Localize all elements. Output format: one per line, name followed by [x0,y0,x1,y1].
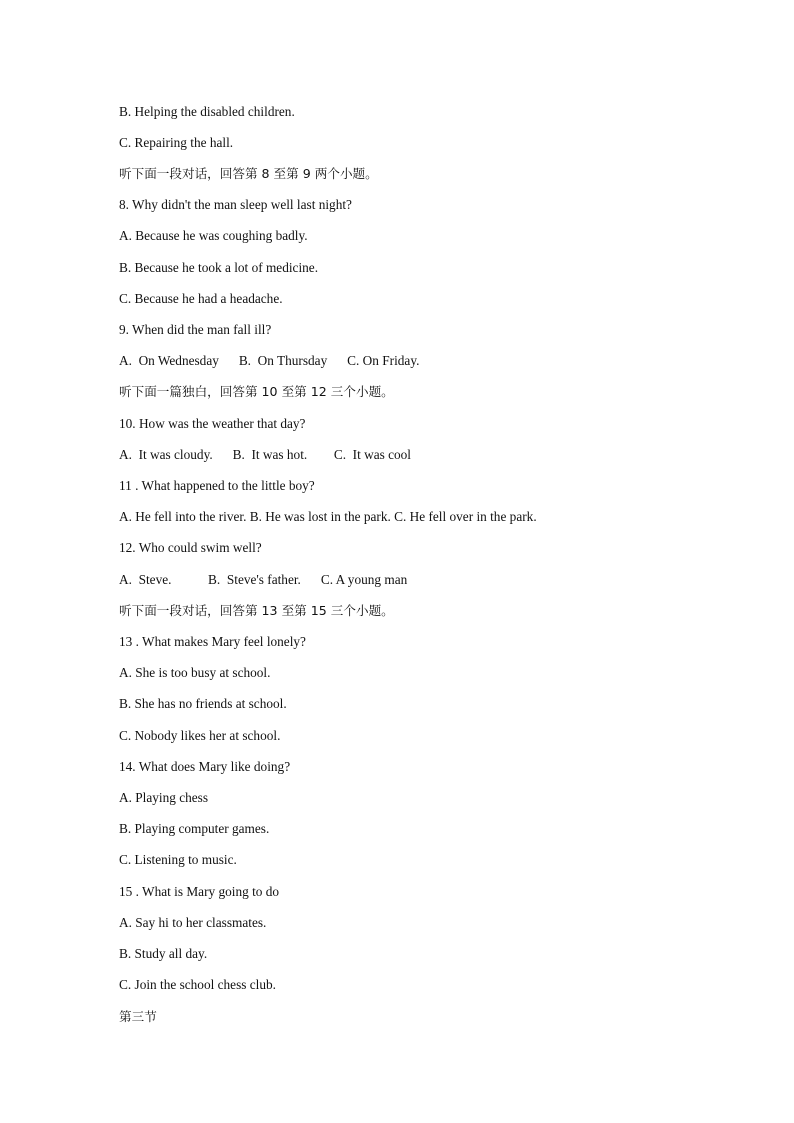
question-10-options: A. It was cloudy. B. It was hot. C. It was cool [119,447,412,462]
question-12-options: A. Steve. B. Steve's father. C. A young man [119,572,408,587]
question-12: 12. Who could swim well? [119,540,262,555]
question-8-option-a: A. Because he was coughing badly. [119,228,308,243]
question-13-option-c: C. Nobody likes her at school. [119,728,281,743]
question-14-option-a: A. Playing chess [119,790,209,805]
question-11-options: A. He fell into the river. B. He was lost in the park. C. He fell over in the park. [119,509,537,524]
section-heading-part-three: 第三节 [119,1009,157,1024]
question-15: 15 . What is Mary going to do [119,884,280,899]
question-15-option-a: A. Say hi to her classmates. [119,915,267,930]
section-instruction-10-12: 听下面一篇独白，回答第 10 至第 12 三个小题。 [119,384,394,399]
option-c-repairing-hall: C. Repairing the hall. [119,135,234,150]
section-instruction-13-15: 听下面一段对话，回答第 13 至第 15 三个小题。 [119,603,394,618]
question-13-option-a: A. She is too busy at school. [119,665,271,680]
question-10: 10. How was the weather that day? [119,416,306,431]
question-8: 8. Why didn't the man sleep well last night? [119,197,352,212]
question-14-option-b: B. Playing computer games. [119,821,270,836]
question-13-option-b: B. She has no friends at school. [119,696,287,711]
option-b-helping-disabled: B. Helping the disabled children. [119,104,295,119]
question-8-option-b: B. Because he took a lot of medicine. [119,260,319,275]
question-9: 9. When did the man fall ill? [119,322,272,337]
question-15-option-b: B. Study all day. [119,946,208,961]
question-14-option-c: C. Listening to music. [119,852,237,867]
question-13: 13 . What makes Mary feel lonely? [119,634,306,649]
question-11: 11 . What happened to the little boy? [119,478,315,493]
question-14: 14. What does Mary like doing? [119,759,291,774]
question-9-options: A. On Wednesday B. On Thursday C. On Friday. [119,353,420,368]
question-8-option-c: C. Because he had a headache. [119,291,283,306]
section-instruction-8-9: 听下面一段对话，回答第 8 至第 9 两个小题。 [119,166,378,181]
question-15-option-c: C. Join the school chess club. [119,977,276,992]
